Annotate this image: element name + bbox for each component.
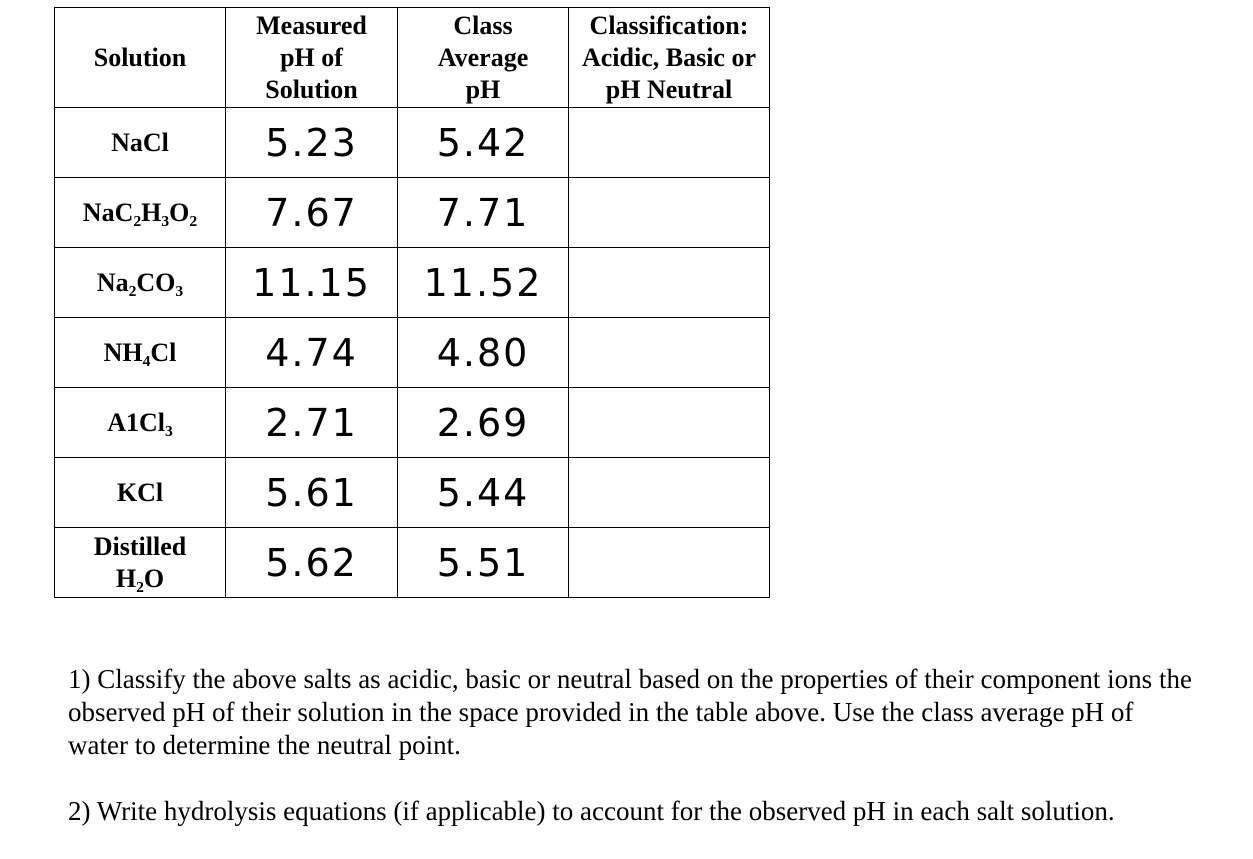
solution-name: NaCl bbox=[55, 108, 226, 178]
table-row bbox=[55, 248, 770, 318]
solution-name: NaC₂H₃O₂ bbox=[55, 178, 226, 248]
table-row bbox=[55, 108, 770, 178]
measured-ph-value: 5.62 bbox=[226, 528, 398, 598]
classification-cell[interactable] bbox=[569, 178, 770, 248]
measured-ph-value: 2.71 bbox=[226, 388, 398, 458]
class-average-ph-value: 4.80 bbox=[398, 318, 569, 388]
class-average-ph-value: 5.51 bbox=[398, 528, 569, 598]
solution-name: Distilled H₂O bbox=[55, 528, 226, 598]
measured-ph-value: 5.23 bbox=[226, 108, 398, 178]
classification-cell[interactable] bbox=[569, 108, 770, 178]
class-average-ph-value: 5.44 bbox=[398, 458, 569, 528]
table-row bbox=[55, 388, 770, 458]
table-row bbox=[55, 318, 770, 388]
class-average-ph-value: 7.71 bbox=[398, 178, 569, 248]
measured-ph-value: 4.74 bbox=[226, 318, 398, 388]
classification-cell[interactable] bbox=[569, 248, 770, 318]
table-header-row bbox=[55, 8, 770, 108]
solution-name: Na₂CO₃ bbox=[55, 248, 226, 318]
classification-cell[interactable] bbox=[569, 458, 770, 528]
solution-name: NH₄Cl bbox=[55, 318, 226, 388]
classification-cell[interactable] bbox=[569, 318, 770, 388]
questions-section bbox=[68, 663, 1198, 828]
question-2: 2) Write hydrolysis equations (if applicable) to account for the observed pH in each salt solution. bbox=[68, 796, 1115, 826]
classification-cell[interactable] bbox=[569, 528, 770, 598]
solution-name: A1Cl₃ bbox=[55, 388, 226, 458]
header-classification: Classification: Acidic, Basic or pH Neutral bbox=[569, 8, 770, 108]
solution-name: KCl bbox=[55, 458, 226, 528]
table-row bbox=[55, 178, 770, 248]
table-row bbox=[55, 458, 770, 528]
ph-data-table bbox=[54, 7, 770, 598]
header-measured-ph: Measured pH of Solution bbox=[226, 8, 398, 108]
measured-ph-value: 7.67 bbox=[226, 178, 398, 248]
class-average-ph-value: 5.42 bbox=[398, 108, 569, 178]
measured-ph-value: 5.61 bbox=[226, 458, 398, 528]
class-average-ph-value: 2.69 bbox=[398, 388, 569, 458]
table-row bbox=[55, 528, 770, 598]
classification-cell[interactable] bbox=[569, 388, 770, 458]
header-solution: Solution bbox=[55, 8, 226, 108]
measured-ph-value: 11.15 bbox=[226, 248, 398, 318]
question-1: 1) Classify the above salts as acidic, basic or neutral based on the properties of their component ions the observed pH of their solution in the space provided in the table above. Use the class average pH of water to determine the neutral point. bbox=[68, 664, 1192, 760]
header-class-average-ph: Class Average pH bbox=[398, 8, 569, 108]
class-average-ph-value: 11.52 bbox=[398, 248, 569, 318]
